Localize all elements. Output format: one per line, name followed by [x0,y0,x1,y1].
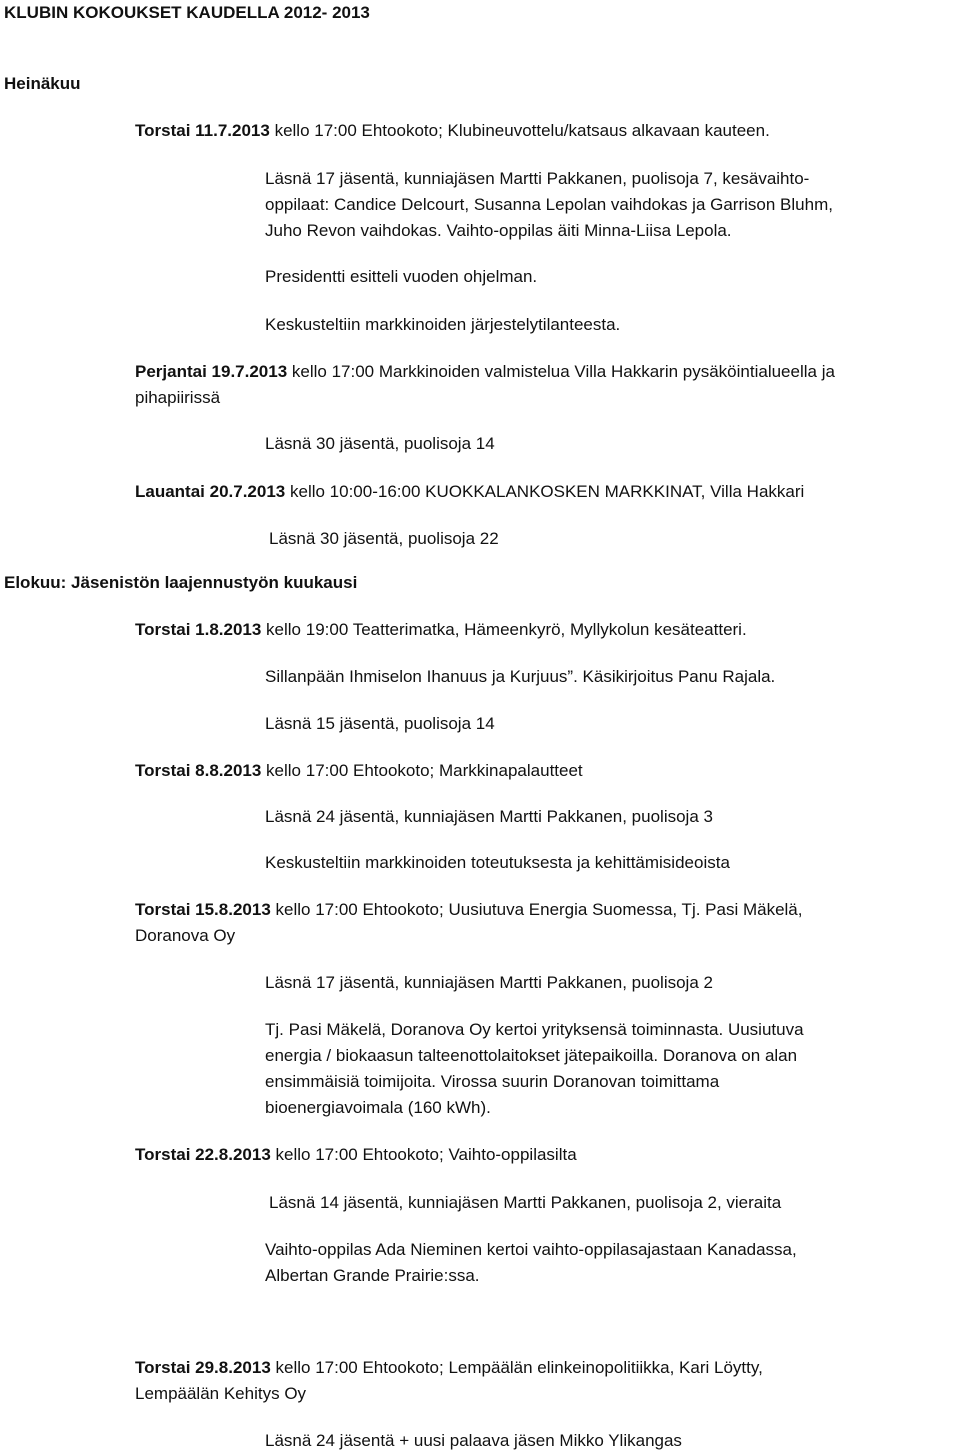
attendance-text: Läsnä 15 jäsentä, puolisoja 14 [265,714,495,733]
meeting-heading [135,479,804,504]
meeting-text: Sillanpään Ihmiselon Ihanuus ja Kurjuus”. Käsikirjoitus Panu Rajala. [265,667,776,686]
meeting-text: Läsnä 17 jäsentä, kunniajäsen Martti Pakkanen, puolisoja 7, kesävaihto- [265,169,810,188]
meeting-description: kello 17:00 Ehtookoto; Markkinapalautteet [261,761,583,780]
meeting-description: kello 17:00 Markkinoiden valmistelua Villa Hakkarin pysäköintialueella ja [287,362,835,381]
meeting-text: oppilaat: Candice Delcourt, Susanna Lepolan vaihdokas ja Garrison Bluhm, [265,195,833,214]
attendance-text: Läsnä 30 jäsentä, puolisoja 22 [269,529,499,548]
meeting-description: pihapiirissä [135,388,221,407]
meeting-text: Keskusteltiin markkinoiden järjestelytilanteesta. [265,315,621,334]
meeting-description: kello 17:00 Ehtookoto; Klubineuvottelu/katsaus alkavaan kauteen. [269,121,770,140]
meeting-date: Torstai 11.7.2013 [135,121,270,140]
meeting-description: kello 19:00 Teatterimatka, Hämeenkyrö, Myllykolun kesäteatteri. [261,620,747,639]
meeting-text: Tj. Pasi Mäkelä, Doranova Oy kertoi yrityksensä toiminnasta. Uusiutuva [265,1020,804,1039]
meeting-date: Perjantai 19.7.2013 [135,362,288,381]
month-heading-august: Elokuu: Jäsenistön laajennustyön kuukausi [4,573,358,592]
meeting-description: kello 17:00 Ehtookoto; Lempäälän elinkeinopolitiikka, Kari Löytty, [270,1358,763,1377]
meeting-heading [135,617,747,642]
meeting-text: Juho Revon vaihdokas. Vaihto-oppilas äiti Minna-Liisa Lepola. [265,221,732,240]
meeting-date: Torstai 29.8.2013 [135,1358,271,1377]
meeting-description: kello 10:00-16:00 KUOKKALANKOSKEN MARKKINAT, Villa Hakkari [285,482,805,501]
meeting-heading [135,758,583,783]
meeting-text: Keskusteltiin markkinoiden toteutuksesta ja kehittämisideoista [265,853,730,872]
meeting-date: Torstai 22.8.2013 [135,1145,271,1164]
meeting-description: kello 17:00 Ehtookoto; Uusiutuva Energia Suomessa, Tj. Pasi Mäkelä, [270,900,803,919]
meeting-heading [135,1355,763,1380]
meeting-text: Albertan Grande Prairie:ssa. [265,1266,480,1285]
meeting-text: energia / biokaasun talteenottolaitokset jätepaikoilla. Doranova on alan [265,1046,798,1065]
attendance-text: Läsnä 17 jäsentä, kunniajäsen Martti Pakkanen, puolisoja 2 [265,973,713,992]
meeting-date: Lauantai 20.7.2013 [135,482,286,501]
meeting-heading [135,118,770,143]
attendance-text: Läsnä 24 jäsentä + uusi palaava jäsen Mikko Ylikangas [265,1431,682,1450]
meeting-heading [135,1142,577,1167]
meeting-description: Doranova Oy [135,926,236,945]
document-title: KLUBIN KOKOUKSET KAUDELLA 2012- 2013 [4,3,370,22]
meeting-description: Lempäälän Kehitys Oy [135,1384,307,1403]
meeting-heading [135,897,802,922]
meeting-text: bioenergiavoimala (160 kWh). [265,1098,491,1117]
attendance-text: Läsnä 24 jäsentä, kunniajäsen Martti Pakkanen, puolisoja 3 [265,807,713,826]
meeting-date: Torstai 1.8.2013 [135,620,262,639]
attendance-text: Läsnä 30 jäsentä, puolisoja 14 [265,434,495,453]
meeting-text: Vaihto-oppilas Ada Nieminen kertoi vaihto-oppilasajastaan Kanadassa, [265,1240,797,1259]
attendance-text: Läsnä 14 jäsentä, kunniajäsen Martti Pakkanen, puolisoja 2, vieraita [269,1193,782,1212]
meeting-text: ensimmäisiä toimijoita. Virossa suurin Doranovan toimittama [265,1072,720,1091]
meeting-heading [135,359,835,384]
meeting-description: kello 17:00 Ehtookoto; Vaihto-oppilasilta [270,1145,577,1164]
meeting-text: Presidentti esitteli vuoden ohjelman. [265,267,538,286]
meeting-date: Torstai 15.8.2013 [135,900,271,919]
month-heading-july: Heinäkuu [4,74,81,93]
meeting-date: Torstai 8.8.2013 [135,761,262,780]
